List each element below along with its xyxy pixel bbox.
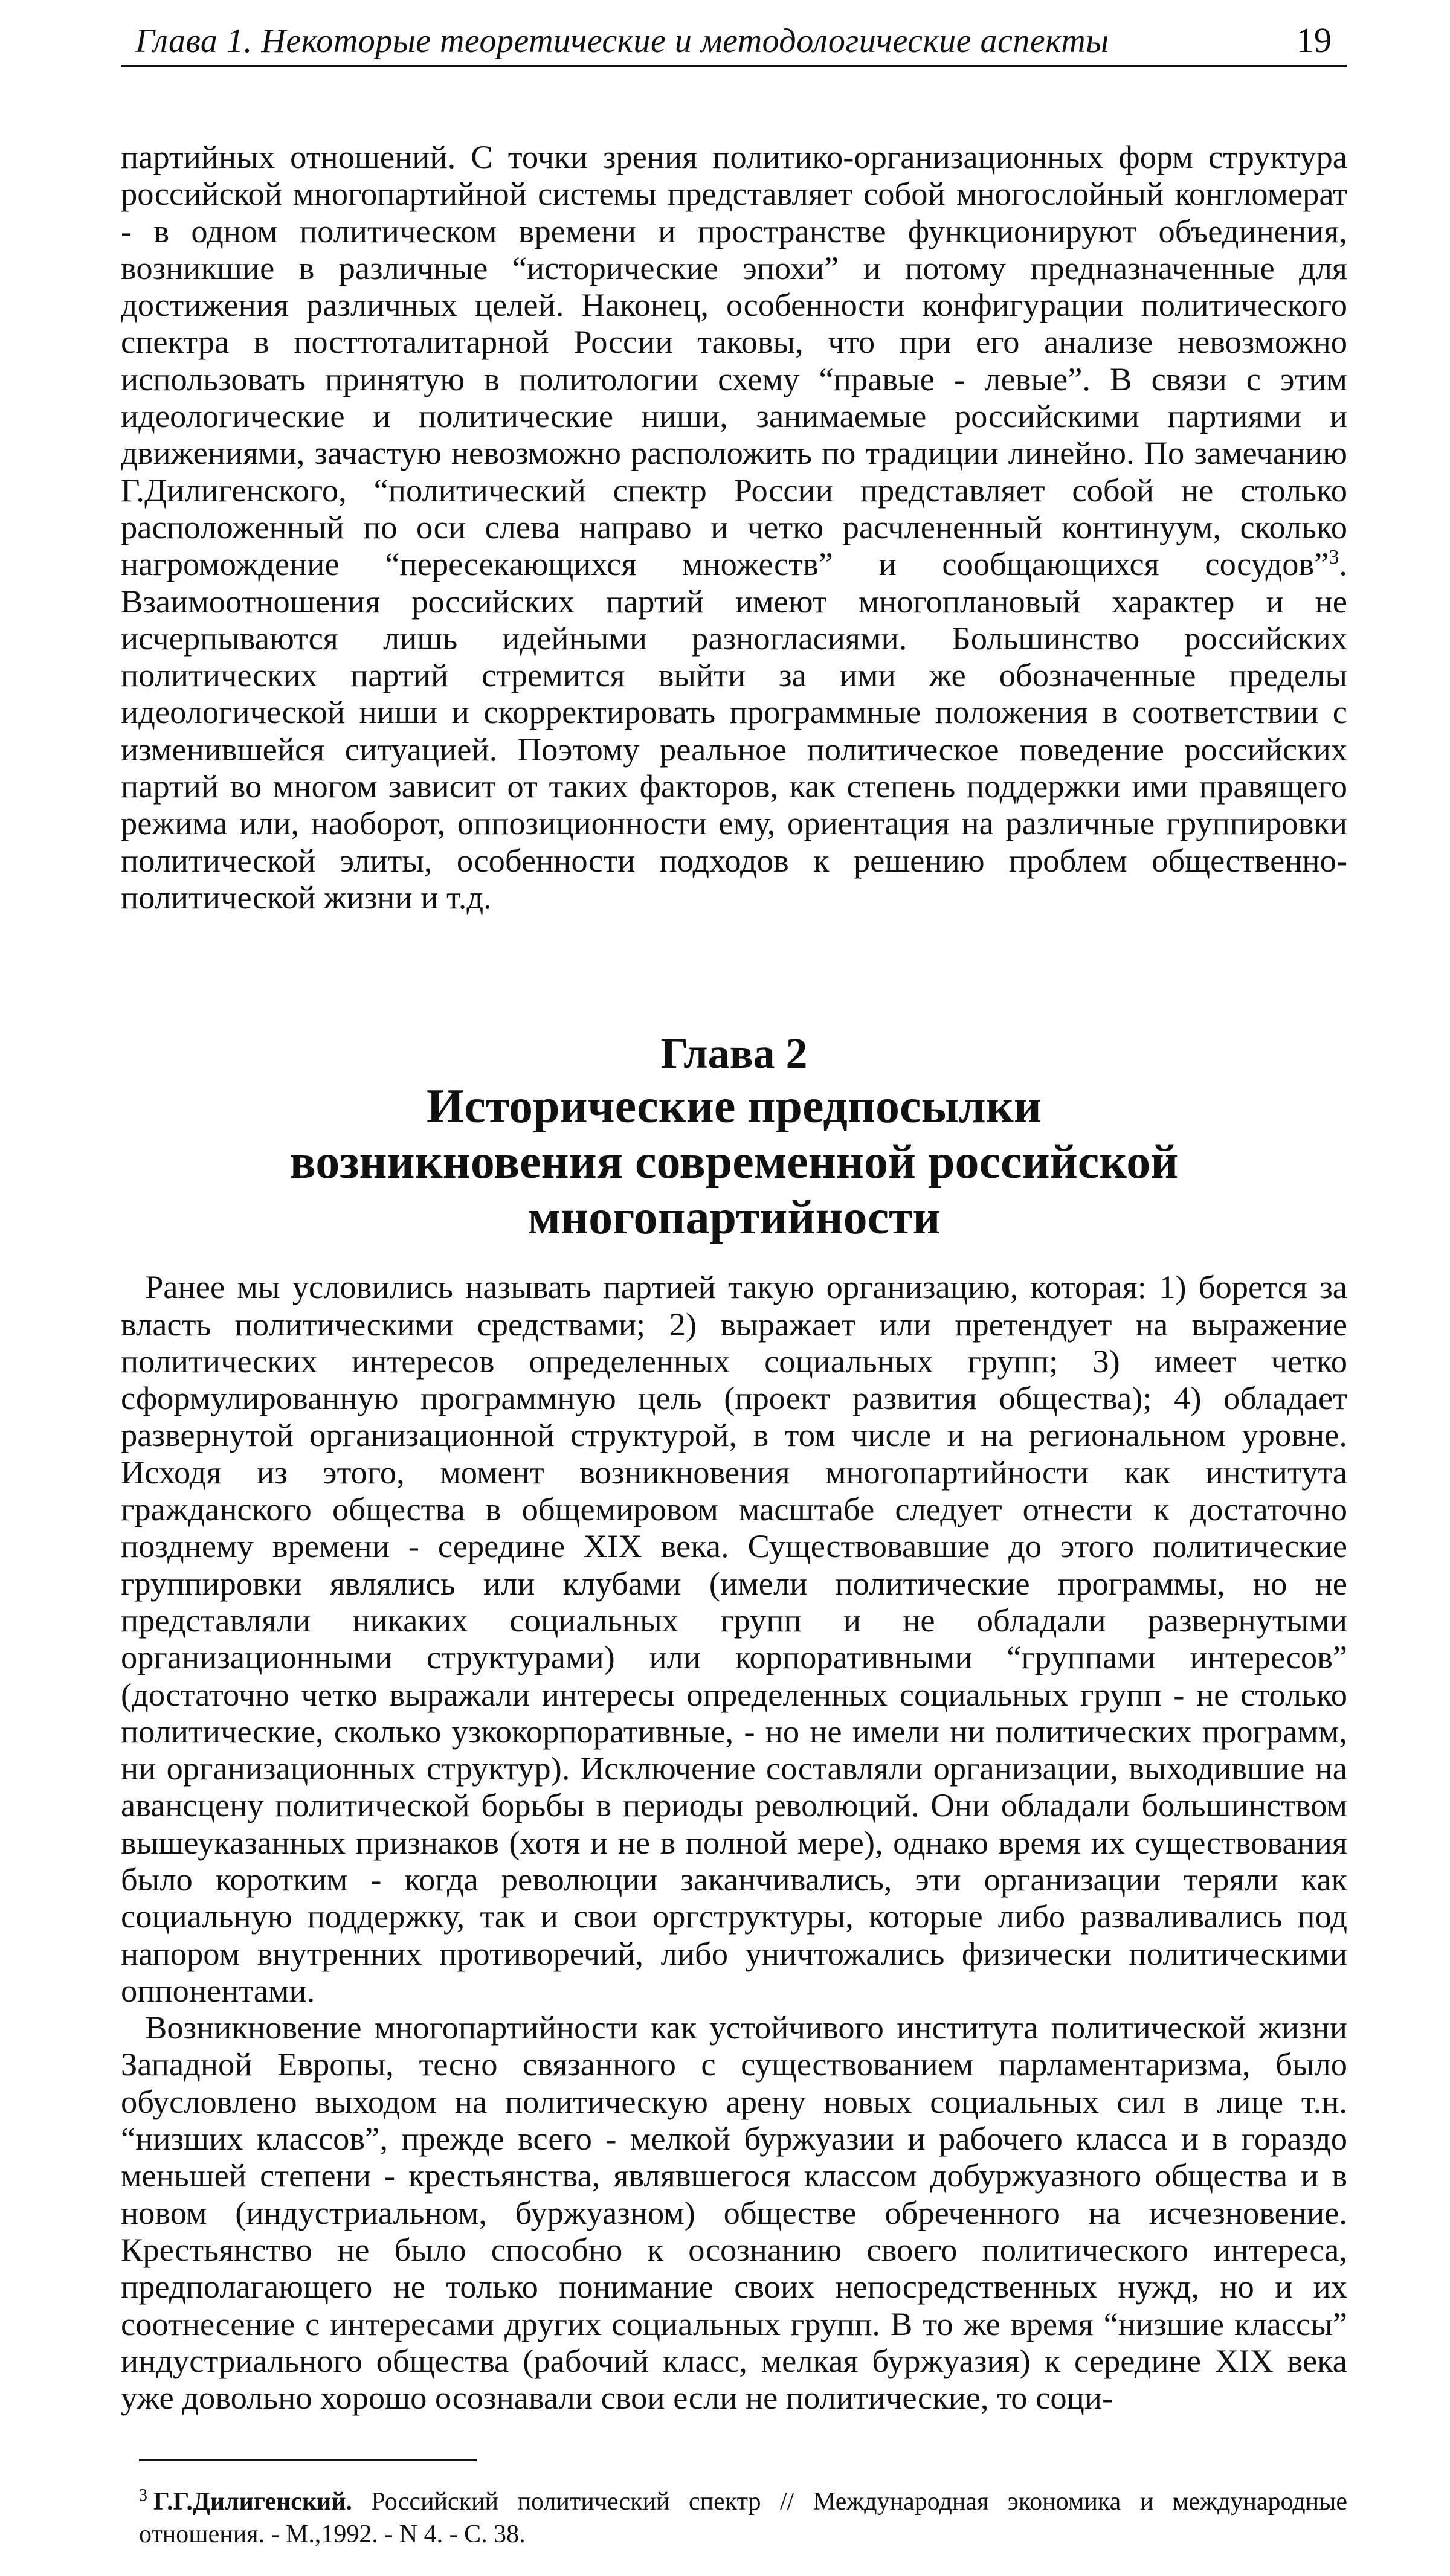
chapter-number: Глава 2: [660, 1029, 808, 1078]
running-header-title: Глава 1. Некоторые теоретические и методологические аспекты: [135, 22, 1109, 60]
paragraph-2: Ранее мы условились называть партией такую организацию, которая: 1) борется за власть политическими средствами; 2) выражает или претендует на выражение политических интересов определенных социальных групп; 3) имеет четко сформулированную программную цель (проект развития общества); 4) обладает развернутой организационной структурой, в том числе и на региональном уровне. Исходя из этого, момент возникновения многопартийности как института гражданского общества в общемировом масштабе следует отнести к достаточно позднему времени - середине XIX века. Существовавшие до этого политические группировки являлись или клубами (имели политические программы, но не представляли никаких социальных групп и не обладали развернутыми организационными структурами) или корпоративными “группами интересов” (достаточно четко выражали интересы определенных социальных групп - не столько политические, сколько узкокорпоративные, - но не имели ни политических программ, ни организационных структур). Исключение составляли организации, выходившие на авансцену политической борьбы в периоды революций. Они обладали большинством вышеуказанных признаков (хотя и не в полной мере), однако время их существования было коротким - когда революции заканчивались, эти организации теряли как социальную поддержку, так и свои оргструктуры, которые либо разваливались под напором внутренних противоречий, либо уничтожались физически политическими оппонентами.: [121, 1268, 1347, 2009]
paragraph-3: Возникновение многопартийности как устойчивого института политической жизни Западной Европы, тесно связанного с существованием парламентаризма, было обусловлено выходом на политическую арену новых социальных сил в лице т.н. “низших классов”, прежде всего - мелкой буржуазии и рабочего класса и в гораздо меньшей степени - крестьянства, являвшегося классом добуржуазного общества и в новом (индустриальном, буржуазном) обществе обреченного на исчезновение. Крестьянство не было способно к осознанию своего политического интереса, предполагающего не только понимание своих непосредственных нужд, но и их соотнесение с интересами других социальных групп. В то же время “низшие классы” индустриального общества (рабочий класс, мелкая буржуазия) к середине XIX века уже довольно хорошо осознавали свои если не политические, то соци-: [121, 2009, 1347, 2417]
paragraph-1: [121, 138, 1347, 916]
footnote-mark: 3: [139, 2486, 147, 2505]
chapter-heading: [121, 1028, 1347, 1245]
chapter-title-line-2: возникновения современной российской многопартийности: [289, 1135, 1179, 1245]
footnote-reference: 3: [1329, 546, 1339, 569]
chapter-title-line-1: Исторические предпосылки: [426, 1080, 1042, 1134]
paragraph-1-text-b: . Взаимоотношения российских партий имеют многоплановый характер и не исчерпываются лишь идейными разногласиями. Большинство российских политических партий стремится выйти за ими же обозначенные пределы идеологической ниши и скорректировать программные положения в соответствии с изменившейся ситуацией. Поэтому реальное политическое поведение российских партий во многом зависит от таких факторов, как степень поддержки ими правящего режима или, наоборот, оппозиционности ему, ориентация на различные группировки политической элиты, особенности подходов к решению проблем общественно-политической жизни и т.д.: [121, 545, 1347, 916]
page-number: 19: [1297, 21, 1332, 60]
page: [121, 17, 1347, 2576]
running-header: [121, 17, 1347, 67]
footnote: [121, 2479, 1347, 2551]
footnote-author: Г.Г.Дилигенский.: [153, 2488, 352, 2516]
footnote-divider: [139, 2459, 477, 2461]
paragraph-1-text-a: партийных отношений. С точки зрения политико-организационных форм структура российской многопартийной системы представляет собой многослойный конгломерат - в одном политическом времени и пространстве функционируют объединения, возникшие в различные “исторические эпохи” и потому предназначенные для достижения различных целей. Наконец, особенности конфигурации политического спектра в посттоталитарной России таковы, что при его анализе невозможно использовать принятую в политологии схему “правые - левые”. В связи с этим идеологические и политические ниши, занимаемые российскими партиями и движениями, зачастую невозможно расположить по традиции линейно. По замечанию Г.Дилигенского, “политический спектр России представляет собой не столько расположенный по оси слева направо и четко расчлененный континуум, сколько нагромождение “пересекающихся множеств” и сообщающихся сосудов”: [121, 138, 1347, 583]
footnote-text: Российский политический спектр // Международная экономика и международные отношения. - М.,1992. - N 4. - С. 38.: [139, 2488, 1347, 2549]
